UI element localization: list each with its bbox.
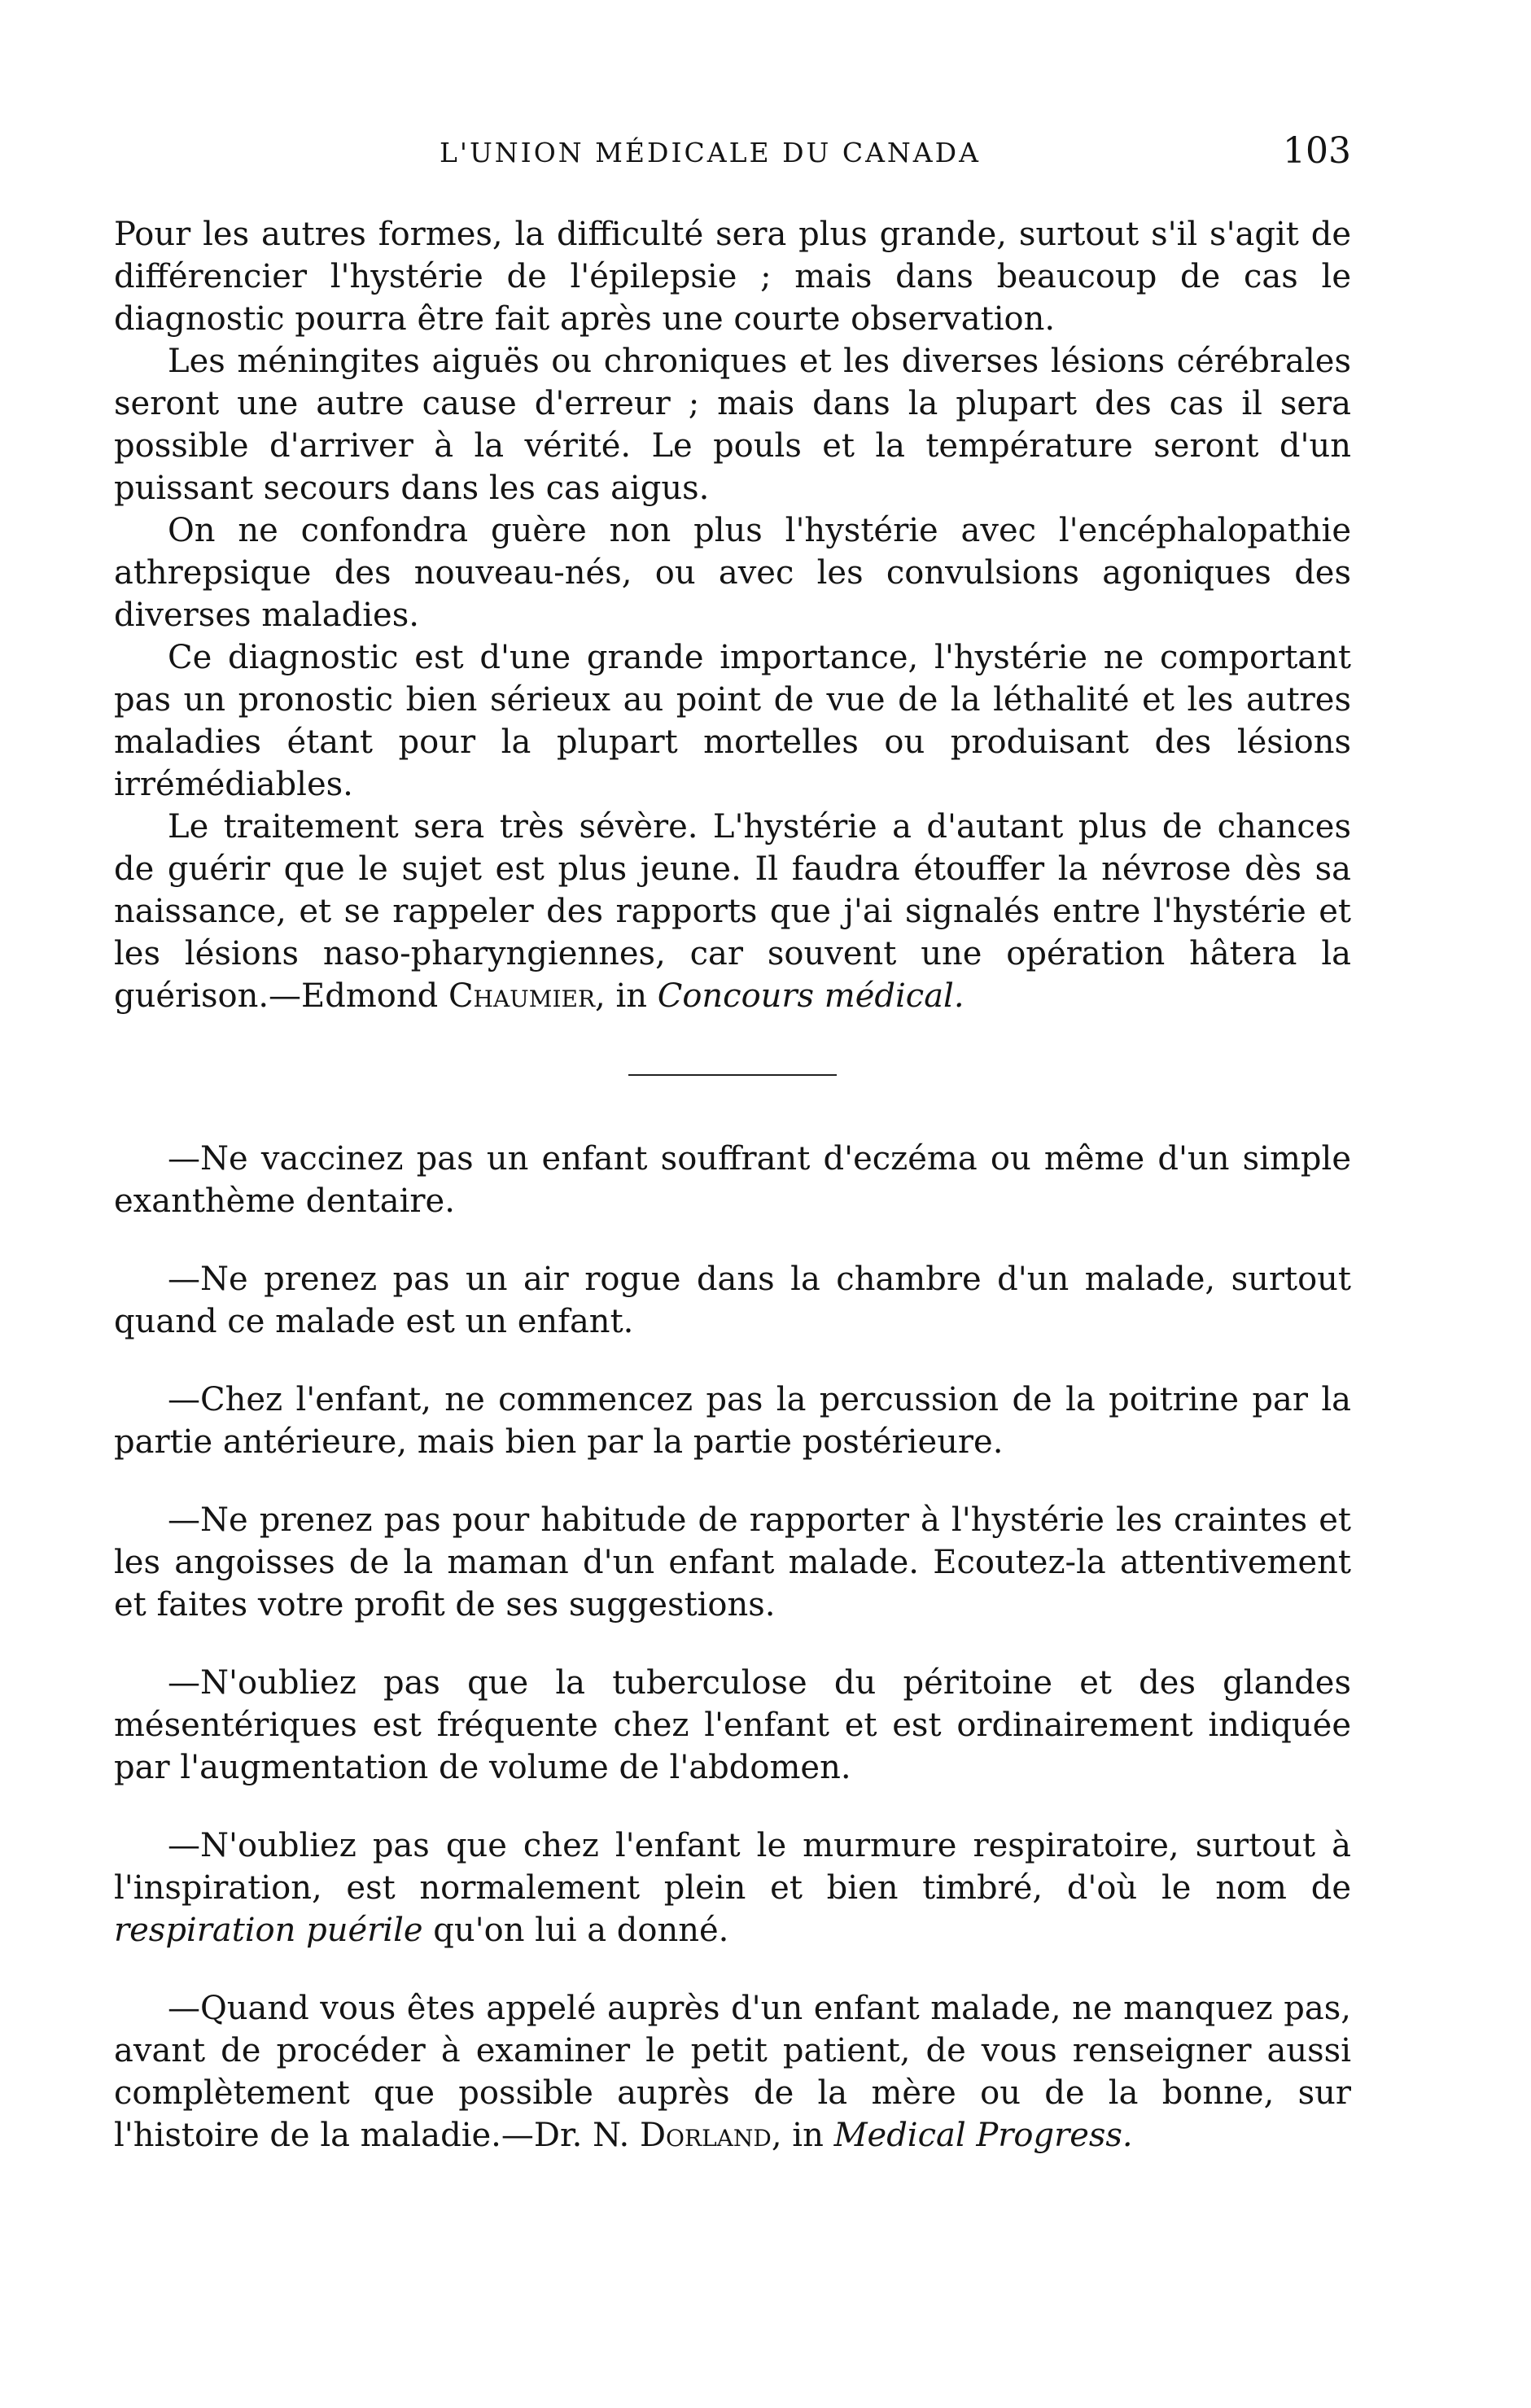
source-title: Concours médical. — [657, 977, 965, 1015]
paragraph: On ne confondra guère non plus l'hystérie avec l'encéphalopathie athrepsique des nouveau-nés, ou avec les convulsions agoniques des diverses maladies. — [114, 512, 1351, 634]
paragraph: Ce diagnostic est d'une grande importance, l'hystérie ne comportant pas un pronostic bien sérieux au point de vue de la léthalité et les autres maladies étant pour la plupart mortelles ou produisant des lésions irrémédiables. — [114, 639, 1351, 803]
author-name: Chaumier — [448, 977, 596, 1015]
treatment-text: Le traitement sera très sévère. L'hystérie a d'autant plus de chances de guérir que le sujet est plus jeune. Il faudra étouffer la névrose dès sa naissance, et se rappeler des rapports que j'ai signalés entre l'hystérie et les lésions naso-pharyngiennes, car souvent une opération hâtera la guérison.—Edmond — [114, 808, 1351, 1015]
maxim: —Ne vaccinez pas un enfant souffrant d'eczéma ou même d'un simple exanthème dentaire. — [114, 1140, 1351, 1220]
maxim: —Ne prenez pas un air rogue dans la chambre d'un malade, surtout quand ce malade est un enfant. — [114, 1261, 1351, 1340]
maxim-respiration — [114, 1825, 1351, 1951]
running-head: L'UNION MÉDICALE DU CANADA — [440, 137, 981, 168]
source-prefix: , in — [771, 2117, 834, 2154]
maxim-italic-term: respiration puérile — [114, 1912, 423, 1949]
paragraph: Pour les autres formes, la difficulté sera plus grande, surtout s'il s'agit de différencier l'hystérie de l'épilepsie ; mais dans beaucoup de cas le diagnostic pourra être fait après une courte observation. — [114, 216, 1351, 338]
maxim-text: —N'oubliez pas que chez l'enfant le murmure respiratoire, surtout à l'inspiration, est normalement plein et bien timbré, d'où le nom de — [114, 1827, 1351, 1907]
maxim-final — [114, 1987, 1351, 2157]
page-number: 103 — [1283, 130, 1351, 172]
page-header — [114, 130, 1351, 186]
maxim-text-end: qu'on lui a donné. — [422, 1912, 729, 1949]
maxim-text: —Quand vous êtes appelé auprès d'un enfant malade, ne manquez pas, avant de procéder à examiner le petit patient, de vous renseigner aussi complètement que possible auprès de la mère ou de la bonne, sur l'histoire de la maladie.—Dr. N. — [114, 1990, 1351, 2154]
section-divider — [628, 1074, 837, 1076]
maxim: —Chez l'enfant, ne commencez pas la percussion de la poitrine par la partie antérieure, mais bien par la partie postérieure. — [114, 1381, 1351, 1461]
source-prefix: , in — [595, 977, 658, 1015]
page-content — [114, 213, 1351, 2157]
paragraph: Les méningites aiguës ou chroniques et les diverses lésions cérébrales seront une autre cause d'erreur ; mais dans la plupart des cas il sera possible d'arriver à la vérité. Le pouls et la température seront d'un puissant secours dans les cas aigus. — [114, 343, 1351, 507]
maxim: —Ne prenez pas pour habitude de rapporter à l'hystérie les craintes et les angoisses de la maman d'un enfant malade. Ecoutez-la attentivement et faites votre profit de ses suggestions. — [114, 1501, 1351, 1624]
paragraph-treatment — [114, 806, 1351, 1017]
author-name: Dorland — [639, 2117, 772, 2154]
source-title: Medical Progress. — [833, 2117, 1133, 2154]
maxim: —N'oubliez pas que la tuberculose du péritoine et des glandes mésentériques est fréquente chez l'enfant et est ordinairement indiquée par l'augmentation de volume de l'abdomen. — [114, 1664, 1351, 1786]
